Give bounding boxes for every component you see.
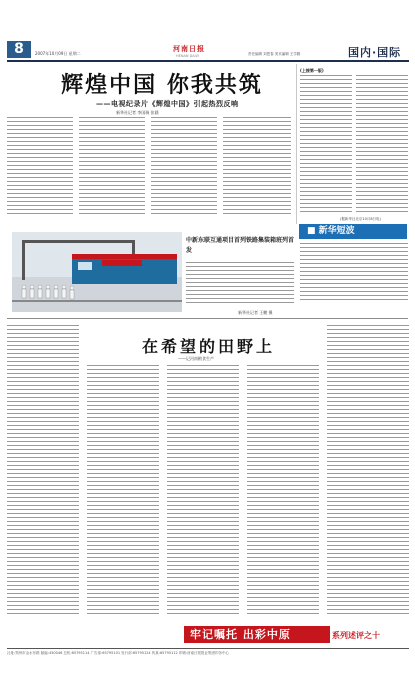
bottom-byline: ——记河南粮食生产: [178, 356, 214, 361]
photo-caption: 中新东联互通项目首列铁路集装箱班列首发: [186, 237, 295, 254]
top-subhead: ——电视纪录片《辉煌中国》引起热烈反响: [96, 100, 239, 108]
bottom-story-body: [7, 325, 409, 617]
xinhua-title: [299, 224, 407, 239]
masthead-en: HENAN DAILY: [176, 54, 200, 58]
train-photo: [12, 232, 182, 312]
side-story-body: [300, 75, 408, 215]
xinhua-title-text: 新华短波: [318, 226, 355, 236]
xinhua-body: [300, 243, 408, 303]
series-tag: 系列述评之十: [332, 631, 380, 640]
top-col-2: [79, 117, 145, 217]
footer-text: 社址:郑州市金水东路 邮编:450046 总机:65795114 广告部:65795101 发行部:65795124 传真:65795112 印刷:河南日报报业集团印务中心: [7, 651, 230, 655]
side-col-2: [356, 75, 408, 215]
top-headline: 辉煌中国 你我共筑: [61, 72, 263, 98]
train-illustration: [12, 232, 182, 312]
bottom-banner-title: 牢记嘱托 出彩中原: [190, 628, 291, 641]
mid-rule: [7, 318, 408, 319]
photo-caption-body: [186, 262, 294, 304]
bottom-col-1: [7, 325, 79, 617]
top-col-3: [151, 117, 217, 217]
side-story-credit: (据新华社北京10月8日电): [340, 217, 381, 221]
top-story-body: [7, 117, 291, 217]
date-line: 2007年10月09日 星期二: [35, 51, 81, 56]
xinhua-icon: ■: [307, 226, 319, 236]
masthead: 河南日报: [173, 45, 205, 53]
page-number: 8: [7, 41, 31, 58]
top-col-4: [223, 117, 291, 217]
bottom-banner: [184, 626, 330, 643]
bottom-col-5: [327, 325, 409, 617]
photo-credit: 新华社记者 王鹏 摄: [238, 310, 273, 315]
bottom-col-2: [87, 365, 159, 617]
bottom-headline: 在希望的田野上: [142, 337, 276, 356]
section-title: 国内·国际: [348, 46, 402, 59]
editor-line: 责任编辑 刘恩春 美术编辑 王学勤: [248, 52, 301, 56]
side-divider: [296, 64, 297, 224]
header-rule: [7, 60, 409, 62]
side-story-title: (上接第一版): [300, 68, 324, 73]
bottom-col-4: [247, 365, 319, 617]
top-byline: 新华社记者 李国瑞 张涵: [116, 110, 159, 115]
top-col-1: [7, 117, 73, 217]
footer-rule: [7, 648, 409, 649]
bottom-col-3: [167, 365, 239, 617]
side-col-1: [300, 75, 352, 215]
